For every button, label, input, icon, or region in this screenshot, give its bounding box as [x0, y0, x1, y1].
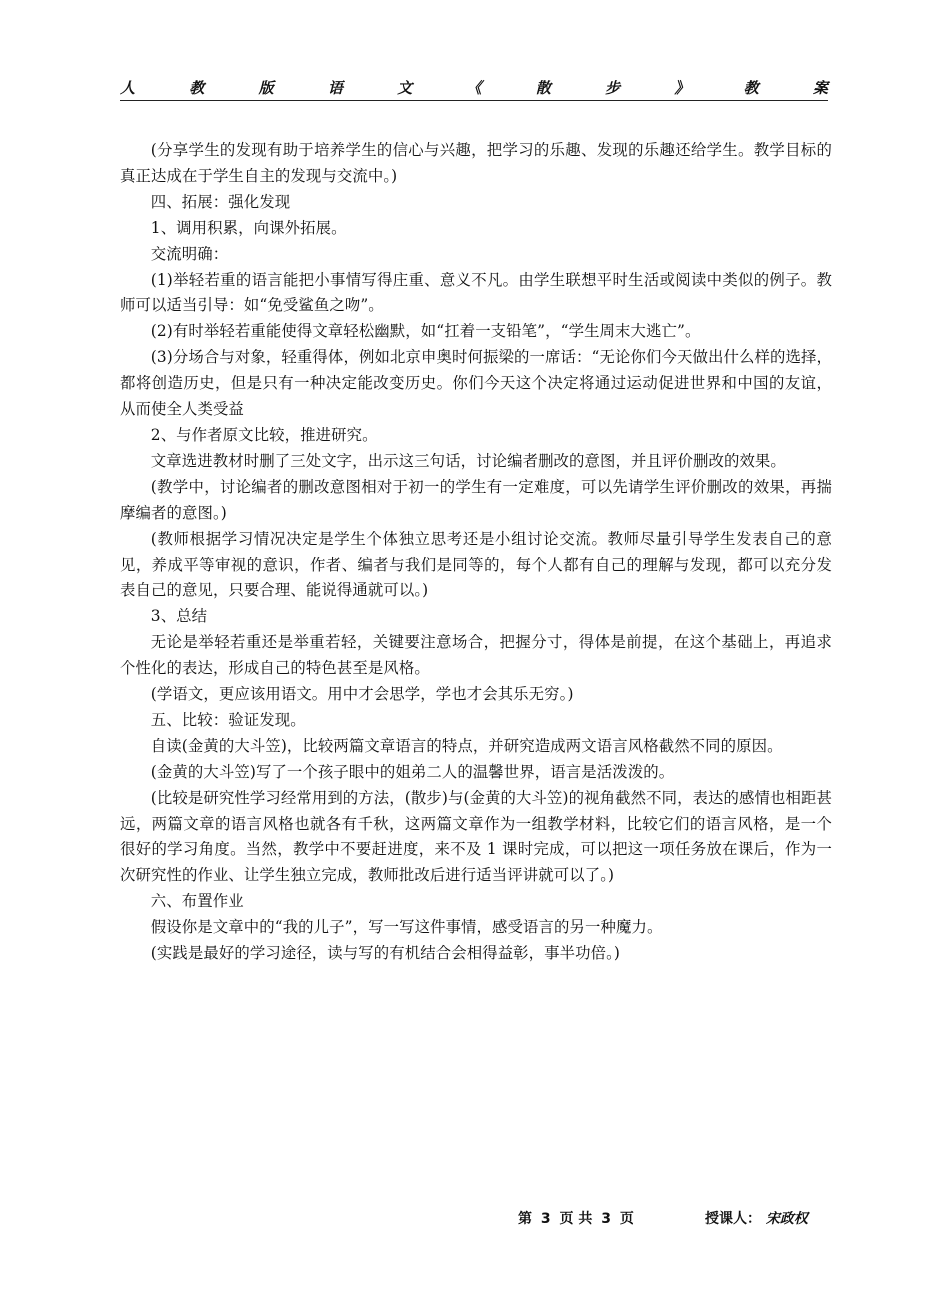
- paragraph: (分享学生的发现有助于培养学生的信心与兴趣，把学习的乐趣、发现的乐趣还给学生。教学目标的真正达成在于学生自主的发现与交流中。): [120, 141, 832, 185]
- section-heading: 五、比较：验证发现。: [150, 710, 306, 729]
- paragraph: (3)分场合与对象，轻重得体，例如北京申奥时何振梁的一席话：“无论你们今天做出什么样的选择，都将创造历史，但是只有一种决定能改变历史。你们今天这个决定将通过运动促进世界和中国的友谊，从而使全人类受益: [120, 348, 832, 419]
- paragraph: (学语文，更应该用语文。用中才会思学，学也才会其乐无穷。): [150, 685, 574, 704]
- header-char: 语: [327, 79, 343, 97]
- header-char: 人: [120, 79, 136, 97]
- subsection-heading: 3、总结: [150, 607, 208, 626]
- header-char: 案: [812, 79, 828, 97]
- paragraph: (1)举轻若重的语言能把小事情写得庄重、意义不凡。由学生联想平时生活或阅读中类似的例子。教师可以适当引导：如“免受鲨鱼之吻”。: [120, 270, 832, 315]
- teacher-label: 授课人：: [705, 1211, 761, 1227]
- teacher-credit: [705, 1208, 808, 1228]
- header-char: 散: [535, 79, 551, 97]
- paragraph: (教师根据学习情况决定是学生个体独立思考还是小组讨论交流。教师尽量引导学生发表自己的意见，养成平等审视的意识，作者、编者与我们是同等的，每个人都有自己的理解与发现，都可以充分发表自己的意见，只要合理、能说得通就可以。): [120, 529, 832, 600]
- paragraph: (2)有时举轻若重能使得文章轻松幽默，如“扛着一支铅笔”，“学生周末大逃亡”。: [150, 322, 701, 341]
- header-char: 文: [397, 79, 413, 97]
- page-middle: 页 共: [559, 1211, 593, 1227]
- page-suffix: 页: [619, 1211, 634, 1227]
- header-char: 教: [743, 79, 759, 97]
- teacher-name: 宋政权: [765, 1211, 808, 1227]
- paragraph: (比较是研究性学习经常用到的方法，(散步)与(金黄的大斗笠)的视角截然不同，表达的感情也相距甚远，两篇文章的语言风格也就各有千秋，这两篇文章作为一组教学材料，比较它们的语言风格，是一个很好的学习角度。当然，教学中不要赶进度，来不及 1 课时完成，可以把这一项任务放在课后，作为一次研究性的作业、让学生独立完成，教师批改后进行适当评讲就可以了。): [120, 788, 832, 885]
- page-total: 3: [601, 1211, 611, 1227]
- paragraph: (教学中，讨论编者的删改意图相对于初一的学生有一定难度，可以先请学生评价删改的效果，再揣摩编者的意图。): [120, 477, 832, 522]
- header-char: 》: [674, 79, 690, 97]
- page-current: 3: [540, 1211, 551, 1227]
- paragraph: 无论是举轻若重还是举重若轻，关键要注意场合，把握分寸，得体是前提，在这个基础上，再追求个性化的表达，形成自己的特色甚至是风格。: [120, 633, 832, 678]
- header-char: 教: [189, 79, 205, 97]
- page-prefix: 第: [518, 1211, 532, 1227]
- paragraph: 文章选进教材时删了三处文字，出示这三句话，讨论编者删改的意图，并且评价删改的效果。: [150, 451, 786, 470]
- paragraph: 交流明确：: [150, 244, 229, 263]
- section-heading: 四、拓展：强化发现: [150, 192, 291, 211]
- section-heading: 六、布置作业: [150, 892, 244, 911]
- paragraph: (金黄的大斗笠)写了一个孩子眼中的姐弟二人的温馨世界，语言是活泼泼的。: [150, 762, 675, 781]
- header-char: 版: [258, 79, 274, 97]
- paragraph: (实践是最好的学习途径，读与写的有机结合会相得益彰，事半功倍。): [150, 944, 621, 963]
- page-footer: [0, 1208, 950, 1230]
- header-char: 《: [466, 79, 482, 97]
- document-body: [120, 138, 832, 967]
- page-number: [518, 1208, 634, 1228]
- subsection-heading: 2、与作者原文比较，推进研究。: [150, 425, 378, 444]
- page-header: [120, 72, 828, 101]
- paragraph: 假设你是文章中的“我的儿子”，写一写这件事情，感受语言的另一种魔力。: [150, 918, 663, 937]
- paragraph: 自读(金黄的大斗笠)，比较两篇文章语言的特点，并研究造成两文语言风格截然不同的原因。: [150, 736, 783, 755]
- subsection-heading: 1、调用积累，向课外拓展。: [150, 218, 347, 237]
- header-char: 步: [605, 79, 621, 97]
